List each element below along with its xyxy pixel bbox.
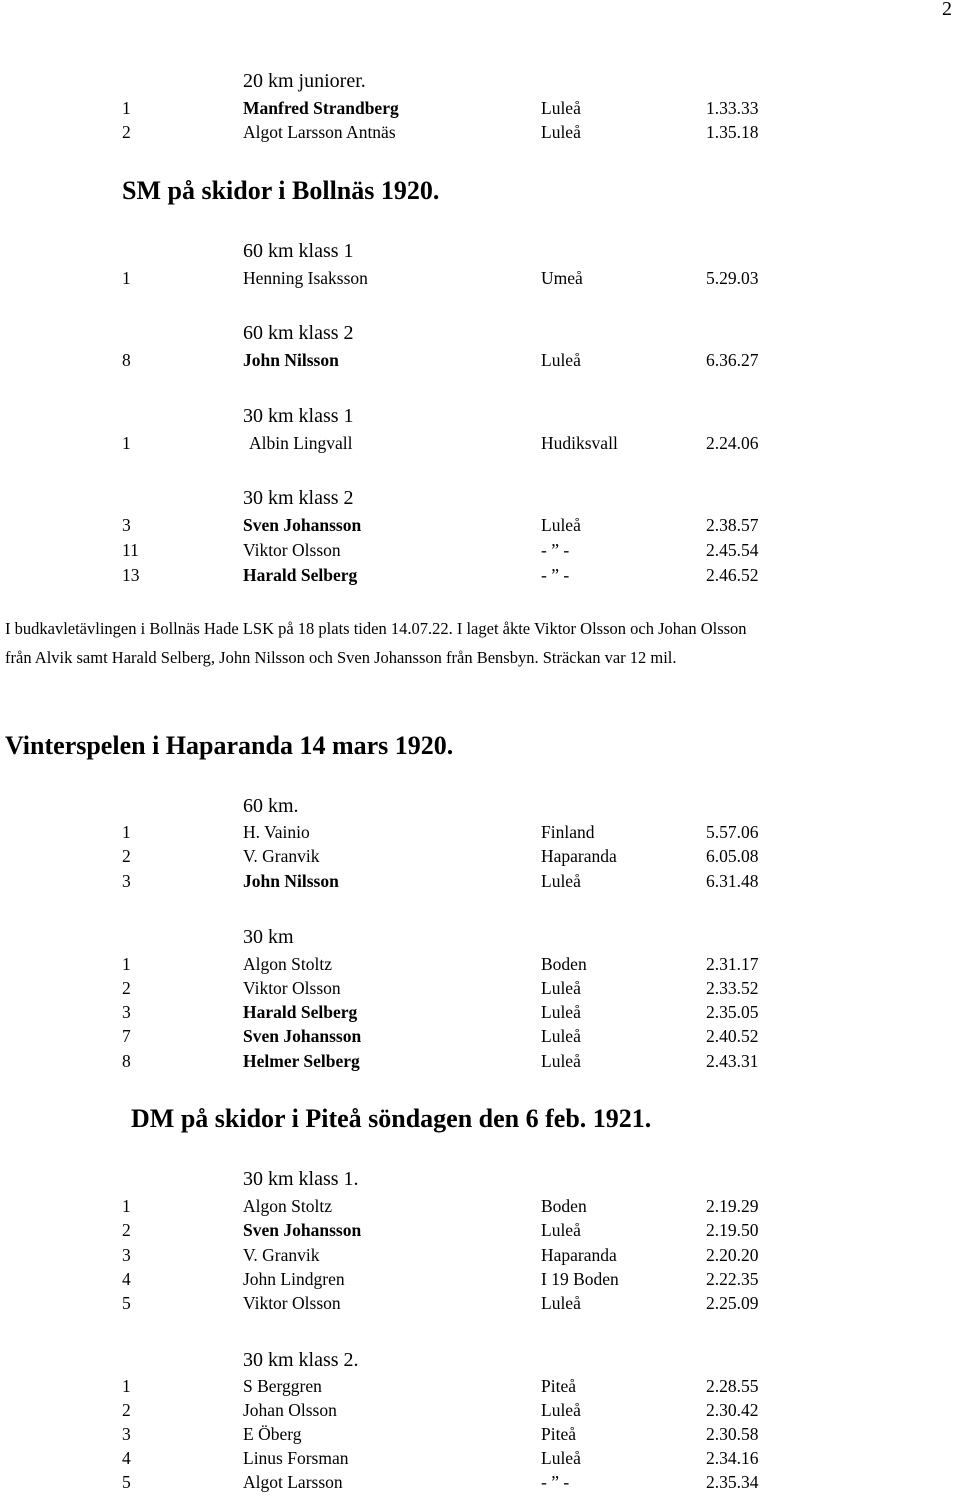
time: 5.57.06 <box>706 822 759 842</box>
rank: 2 <box>122 1400 131 1420</box>
club: - ” - <box>541 1472 570 1492</box>
athlete-name: John Nilsson <box>243 350 339 370</box>
athlete-name: Helmer Selberg <box>243 1051 360 1071</box>
time: 2.24.06 <box>706 433 759 453</box>
time: 2.19.29 <box>706 1196 759 1216</box>
rank: 5 <box>122 1472 131 1492</box>
rank: 8 <box>122 350 131 370</box>
result-row <box>0 846 960 870</box>
athlete-name: Algon Stoltz <box>243 954 332 974</box>
section-title-sm-bollnas: SM på skidor i Bollnäs 1920. <box>122 176 440 205</box>
rank: 1 <box>122 268 131 288</box>
result-row <box>0 433 960 457</box>
club: Luleå <box>541 98 581 118</box>
rank: 7 <box>122 1026 131 1046</box>
athlete-name: Sven Johansson <box>243 1220 362 1240</box>
subtitle-30km: 30 km <box>243 926 294 948</box>
club: Luleå <box>541 1051 581 1071</box>
athlete-name: Viktor Olsson <box>243 540 341 560</box>
rank: 2 <box>122 978 131 998</box>
result-row <box>0 540 960 564</box>
athlete-name: John Lindgren <box>243 1269 345 1289</box>
result-row <box>0 954 960 978</box>
time: 6.36.27 <box>706 350 759 370</box>
club: Luleå <box>541 122 581 142</box>
time: 2.46.52 <box>706 565 759 585</box>
club: Piteå <box>541 1376 576 1396</box>
time: 2.31.17 <box>706 954 759 974</box>
athlete-name: H. Vainio <box>243 822 310 842</box>
subtitle-30km-klass2: 30 km klass 2. <box>243 1349 359 1371</box>
athlete-name: Albin Lingvall <box>249 433 353 453</box>
rank: 2 <box>122 122 131 142</box>
athlete-name: Henning Isaksson <box>243 268 368 288</box>
result-row <box>0 1376 960 1400</box>
rank: 3 <box>122 515 131 535</box>
result-row <box>0 1269 960 1293</box>
club: Luleå <box>541 1026 581 1046</box>
club: Umeå <box>541 268 583 288</box>
section-title-dm-pitea: DM på skidor i Piteå söndagen den 6 feb. 1921. <box>131 1104 652 1133</box>
athlete-name: Viktor Olsson <box>243 1293 341 1313</box>
rank: 3 <box>122 1424 131 1444</box>
time: 2.33.52 <box>706 978 759 998</box>
rank: 2 <box>122 1220 131 1240</box>
time: 6.05.08 <box>706 846 759 866</box>
time: 2.40.52 <box>706 1026 759 1046</box>
rank: 1 <box>122 954 131 974</box>
athlete-name: Sven Johansson <box>243 1026 362 1046</box>
club: Luleå <box>541 1293 581 1313</box>
result-row <box>0 122 960 146</box>
rank: 1 <box>122 1376 131 1396</box>
athlete-name: Algot Larsson <box>243 1472 343 1492</box>
club: Piteå <box>541 1424 576 1444</box>
club: Haparanda <box>541 1245 617 1265</box>
time: 2.25.09 <box>706 1293 759 1313</box>
result-row <box>0 515 960 539</box>
result-row <box>0 350 960 374</box>
athlete-name: Linus Forsman <box>243 1448 349 1468</box>
result-row <box>0 871 960 895</box>
rank: 11 <box>122 540 139 560</box>
athlete-name: E Öberg <box>243 1424 302 1444</box>
subtitle-30km-klass1: 30 km klass 1. <box>243 1168 359 1190</box>
result-row <box>0 565 960 589</box>
result-row <box>0 822 960 846</box>
result-row <box>0 1472 960 1496</box>
time: 2.38.57 <box>706 515 759 535</box>
athlete-name: V. Granvik <box>243 1245 320 1265</box>
club: - ” - <box>541 565 570 585</box>
athlete-name: Sven Johansson <box>243 515 362 535</box>
rank: 1 <box>122 433 131 453</box>
club: Haparanda <box>541 846 617 866</box>
athlete-name: S Berggren <box>243 1376 322 1396</box>
club: I 19 Boden <box>541 1269 619 1289</box>
club: Hudiksvall <box>541 433 618 453</box>
rank: 8 <box>122 1051 131 1071</box>
rank: 1 <box>122 822 131 842</box>
rank: 4 <box>122 1269 131 1289</box>
time: 2.28.55 <box>706 1376 759 1396</box>
subtitle-30km-klass2: 30 km klass 2 <box>243 487 354 509</box>
time: 1.33.33 <box>706 98 759 118</box>
rank: 13 <box>122 565 140 585</box>
time: 2.35.05 <box>706 1002 759 1022</box>
relay-paragraph-line-2: från Alvik samt Harald Selberg, John Nilsson och Sven Johansson från Bensbyn. Sträckan var 12 mil. <box>5 648 677 667</box>
athlete-name: John Nilsson <box>243 871 339 891</box>
rank: 1 <box>122 1196 131 1216</box>
result-row <box>0 1448 960 1472</box>
subtitle-20km-juniorer: 20 km juniorer. <box>243 70 366 92</box>
athlete-name: Harald Selberg <box>243 565 358 585</box>
athlete-name: Manfred Strandberg <box>243 98 399 118</box>
time: 2.20.20 <box>706 1245 759 1265</box>
result-row <box>0 1400 960 1424</box>
subtitle-60km-klass2: 60 km klass 2 <box>243 322 354 344</box>
relay-paragraph-line-1: I budkavletävlingen i Bollnäs Hade LSK på 18 plats tiden 14.07.22. I laget åkte Viktor Olsson och Johan Olsson <box>5 619 747 638</box>
time: 2.22.35 <box>706 1269 759 1289</box>
result-row <box>0 1424 960 1448</box>
time: 1.35.18 <box>706 122 759 142</box>
subtitle-60km: 60 km. <box>243 795 299 817</box>
page-number: 2 <box>942 0 952 20</box>
time: 2.19.50 <box>706 1220 759 1240</box>
athlete-name: Harald Selberg <box>243 1002 358 1022</box>
result-row <box>0 1220 960 1244</box>
rank: 1 <box>122 98 131 118</box>
time: 2.34.16 <box>706 1448 759 1468</box>
club: - ” - <box>541 540 570 560</box>
club: Luleå <box>541 1220 581 1240</box>
athlete-name: Algot Larsson Antnäs <box>243 122 396 142</box>
club: Finland <box>541 822 595 842</box>
result-row <box>0 1002 960 1026</box>
result-row <box>0 1196 960 1220</box>
athlete-name: Johan Olsson <box>243 1400 337 1420</box>
athlete-name: Algon Stoltz <box>243 1196 332 1216</box>
subtitle-60km-klass1: 60 km klass 1 <box>243 240 354 262</box>
club: Luleå <box>541 515 581 535</box>
club: Luleå <box>541 350 581 370</box>
result-row <box>0 1026 960 1050</box>
time: 6.31.48 <box>706 871 759 891</box>
result-row <box>0 1051 960 1075</box>
result-row <box>0 98 960 122</box>
athlete-name: V. Granvik <box>243 846 320 866</box>
club: Luleå <box>541 1400 581 1420</box>
club: Boden <box>541 1196 587 1216</box>
athlete-name: Viktor Olsson <box>243 978 341 998</box>
result-row <box>0 268 960 292</box>
rank: 4 <box>122 1448 131 1468</box>
result-row <box>0 978 960 1002</box>
rank: 5 <box>122 1293 131 1313</box>
club: Luleå <box>541 1448 581 1468</box>
subtitle-30km-klass1: 30 km klass 1 <box>243 405 354 427</box>
time: 2.35.34 <box>706 1472 759 1492</box>
time: 5.29.03 <box>706 268 759 288</box>
time: 2.30.58 <box>706 1424 759 1444</box>
time: 2.43.31 <box>706 1051 759 1071</box>
time: 2.45.54 <box>706 540 759 560</box>
section-title-vinterspelen: Vinterspelen i Haparanda 14 mars 1920. <box>5 731 454 760</box>
rank: 3 <box>122 1002 131 1022</box>
club: Luleå <box>541 1002 581 1022</box>
club: Boden <box>541 954 587 974</box>
club: Luleå <box>541 871 581 891</box>
rank: 3 <box>122 871 131 891</box>
time: 2.30.42 <box>706 1400 759 1420</box>
result-row <box>0 1245 960 1269</box>
result-row <box>0 1293 960 1317</box>
rank: 3 <box>122 1245 131 1265</box>
rank: 2 <box>122 846 131 866</box>
club: Luleå <box>541 978 581 998</box>
